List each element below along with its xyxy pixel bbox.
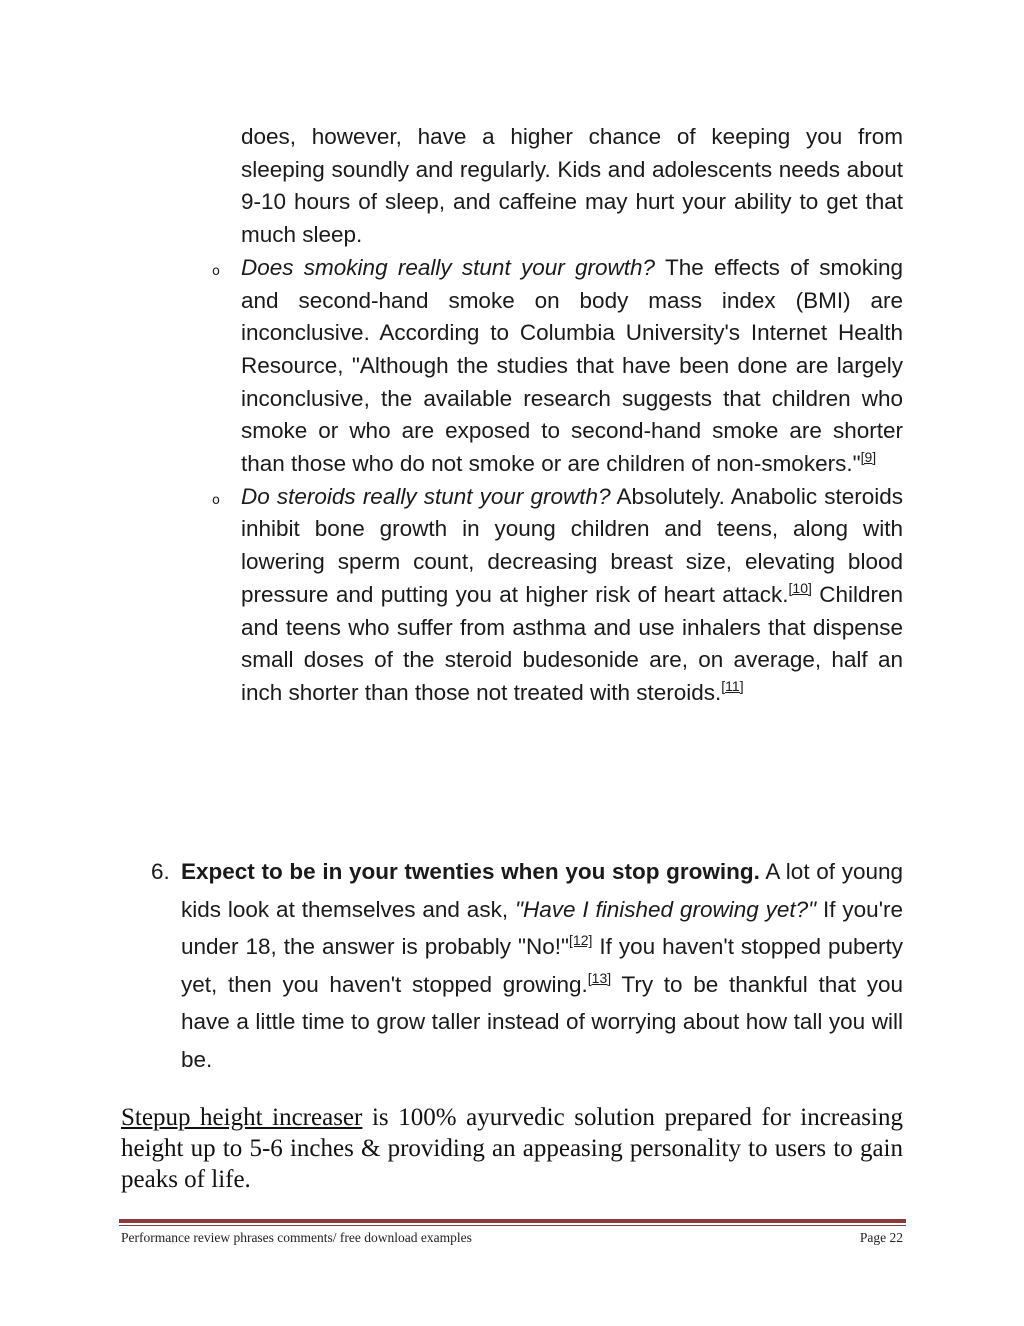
- item-number: 6.: [151, 859, 170, 884]
- steroids-question: Do steroids really stunt your growth?: [241, 483, 611, 509]
- footer-title: Performance review phrases comments/ free download examples: [121, 1230, 472, 1245]
- footnote-link-12[interactable]: [12]: [569, 932, 593, 949]
- item-6-quote: "Have I finished growing yet?": [514, 896, 817, 922]
- item-6-text-3: If you haven't stopped puberty yet, then you haven't stopped growing.: [181, 934, 904, 997]
- item-6-paragraph: [181, 853, 903, 1079]
- footer-rule-thick: [119, 1219, 906, 1223]
- footnote-link-10[interactable]: [10]: [788, 579, 812, 596]
- steroids-item: [212, 481, 903, 710]
- caffeine-text: does, however, have a higher chance of keeping you from sleeping soundly and regularly. Kids and adolescents needs about 9-10 hours of sleep, and caffeine may hurt your ability to get that much sleep.: [241, 124, 903, 248]
- item-6-text-2: If you're under 18, the answer is probably "No!": [181, 896, 903, 960]
- stepup-link[interactable]: Stepup height increaser: [121, 1104, 363, 1131]
- bullet-circle-icon: o: [212, 492, 220, 508]
- footnote-link-9[interactable]: [9]: [860, 449, 877, 466]
- item-6-text-1: A lot of young kids look at themselves and ask,: [181, 859, 903, 922]
- item-6-text-4: Try to be thankful that you have a little time to grow taller instead of worrying about how tall you will be.: [181, 971, 903, 1072]
- footnote-link-11[interactable]: [11]: [721, 677, 744, 694]
- smoking-question: Does smoking really stunt your growth?: [241, 254, 656, 280]
- numbered-item-6: [151, 853, 904, 1079]
- caffeine-paragraph: [241, 121, 903, 252]
- steroids-text-1: Absolutely. Anabolic steroids inhibit bone growth in young children and teens, along with lowering sperm count, decreasing breast size, elevating blood pressure and putting you at higher risk of heart attack.: [241, 483, 903, 607]
- steroids-text-2: Children and teens who suffer from asthma and use inhalers that dispense small doses of the steroid budesonide are, on average, half an inch shorter than those not treated with steroids.: [241, 581, 903, 705]
- footnote-link-13[interactable]: [13]: [587, 969, 612, 986]
- promo-text: is 100% ayurvedic solution prepared for increasing height up to 5-6 inches & providing an appeasing personality to users to gain peaks of life.: [121, 1104, 903, 1193]
- item-6-heading: Expect to be in your twenties when you stop growing.: [181, 859, 760, 884]
- bullet-circle-icon: o: [212, 263, 220, 279]
- smoking-item: [212, 252, 903, 481]
- footer-rule-thin: [119, 1225, 906, 1226]
- promo-paragraph: [121, 1102, 903, 1195]
- sub-list: [212, 121, 903, 710]
- page-number: Page 22: [859, 1230, 903, 1245]
- smoking-text: The effects of smoking and second-hand smoke on body mass index (BMI) are inconclusive. According to Columbia University's Internet Health Resource, "Although the studies that have been done are largely inconclusive, the available research suggests that children who smoke or who are exposed to second-hand smoke are shorter than those who do not smoke or are children of non-smokers.": [241, 254, 903, 477]
